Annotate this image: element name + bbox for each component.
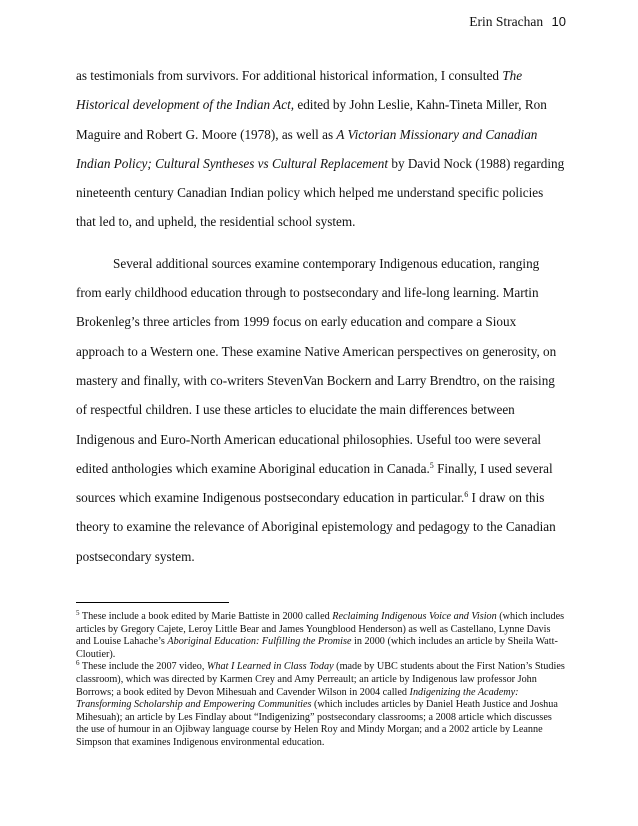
page-number: 10 — [551, 14, 566, 29]
footnote-marker: 6 — [76, 659, 80, 668]
italic-title: A Victorian Missionary and Canadian Indian Policy; Cultural Syntheses vs Cultural Replacement — [76, 126, 538, 171]
text-run: (which includes articles by Daniel Heath Justice and Joshua Mihesuah); an article by Les Findlay about “Indigenizing” postsecondary classrooms; a 2008 article which discusses the use of humour in an Ojibway language course by Helen Roy and Mindy Morgan; and a 2002 article by Leanne Simpson that examines Indigenous environmental education. — [76, 699, 558, 748]
body-text — [76, 61, 566, 571]
italic-title: The Historical development of the Indian Act, — [76, 68, 523, 113]
text-run: as testimonials from survivors. For additional historical information, I consulted — [76, 68, 503, 83]
text-run: These include the 2007 video, — [79, 661, 207, 673]
italic-title: Aboriginal Education: Fulfilling the Promise — [167, 636, 352, 648]
text-run: Finally, I used several sources which examine Indigenous postsecondary education in particular. — [76, 460, 553, 506]
footnote-divider — [76, 602, 229, 603]
text-run: I draw on this theory to examine the relevance of Aboriginal epistemology and pedagogy to the Canadian postsecondary system. — [76, 490, 556, 564]
italic-title: Reclaiming Indigenous Voice and Vision — [332, 611, 497, 622]
footnote-marker: 6 — [464, 490, 469, 500]
text-run: edited by John Leslie, Kahn-Tineta Miller, Ron Maguire and Robert G. Moore (1978), as well as — [76, 97, 547, 142]
italic-title: What I Learned in Class Today — [206, 661, 334, 673]
footnote-6 — [76, 661, 566, 749]
text-run: (which includes articles by Gregory Cajete, Leroy Little Bear and James Youngblood Henderson) as well as Castellano, Lynne Davis and Louise Lahache’s — [76, 611, 565, 648]
page-header — [469, 14, 566, 30]
paragraph-2 — [76, 249, 566, 571]
paragraph-1 — [76, 61, 566, 237]
text-run: Several additional sources examine contemporary Indigenous education, ranging from early childhood education through to postsecondary and life-long learning. Martin Brokenleg’s three articles from 1999 focus on early education and compare a Sioux approach to a Western one. These examine Native American perspectives on generosity, on mastery and finally, with co-writers StevenVan Bockern and Larry Brendtro, on the raising of respectful children. I use these articles to elucidate the main differences between Indigenous and Euro-North American educational philosophies. Useful too were several edited anthologies which examine Aboriginal education in Canada. — [76, 255, 557, 476]
italic-title: Indigenizing the Academy: Transforming Scholarship and Empowering Communities — [76, 686, 519, 711]
footnotes — [76, 611, 566, 750]
text-run: (made by UBC students about the First Nation’s Studies classroom), which was directed by Karmen Crey and Amy Perreault; an article by Indigenous law professor John Borrows; a book edited by Devon Mihesuah and Cavender Wilson in 2004 called — [76, 661, 565, 698]
author-name: Erin Strachan — [469, 14, 544, 29]
text-run: by David Nock (1988) regarding nineteenth century Canadian Indian policy which helped me understand specific policies that led to, and upheld, the residential school system. — [76, 155, 565, 230]
text-run: in 2000 (which includes an article by Sheila Watt-Cloutier). — [76, 636, 558, 660]
text-run: These include a book edited by Marie Battiste in 2000 called — [79, 611, 333, 622]
footnote-marker: 5 — [429, 460, 434, 470]
footnote-5 — [76, 611, 566, 661]
footnote-marker: 5 — [76, 609, 80, 617]
